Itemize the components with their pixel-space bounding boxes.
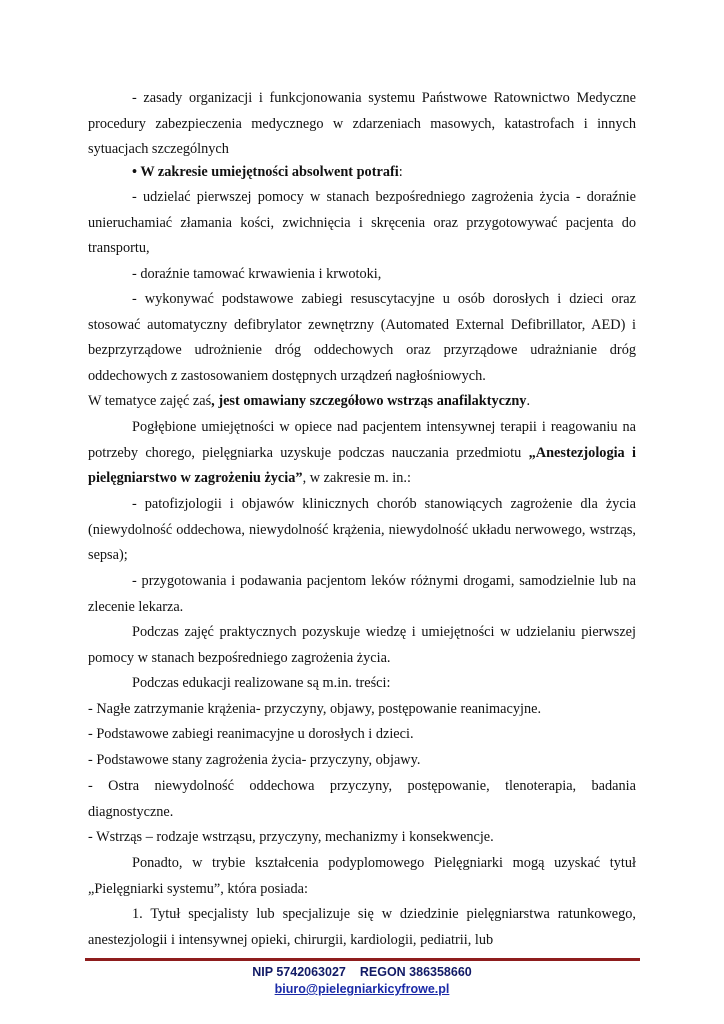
paragraph-bleeding: - doraźnie tamować krwawienia i krwotoki, [132,266,382,282]
footer-email-link[interactable]: biuro@pielegniarkicyfrowe.pl [274,982,450,996]
paragraph-resuscitation: - wykonywać podstawowe zabiegi resuscytacyjne u osób dorosłych i dzieci oraz stosować automatyczny defibrylator zewnętrzny (Automated External Defibrillator, AED) i bezprzyrządowe udrożnienie dróg oddechowych oraz przyrządowe udrażnianie dróg oddechowych z zastosowaniem dostępnych urządzeń nagłośniowych. [88,291,636,384]
list-item-cardiac-arrest: - Nagłe zatrzymanie krążenia- przyczyny, objawy, postępowanie reanimacyjne. [88,701,542,717]
paragraph-postgraduate: Ponadto, w trybie kształcenia podyplomowego Pielęgniarki mogą uzyskać tytuł „Pielęgniarki systemu”, która posiada: [88,855,636,897]
paragraph-specialist-title: 1. Tytuł specjalisty lub specjalizuje się w dziedzinie pielęgniarstwa ratunkowego, anestezjologii i intensywnej opieki, chirurgii, kardiologii, pediatrii, lub [88,906,636,948]
list-item-respiratory-failure: - Ostra niewydolność oddechowa przyczyny, postępowanie, tlenoterapia, badania diagnostyczne. [88,778,636,820]
list-item-basic-reanimation: - Podstawowe zabiegi reanimacyjne u dorosłych i dzieci. [88,726,414,742]
footer-regon: REGON 386358660 [359,965,472,979]
paragraph-practical-classes: Podczas zajęć praktycznych pozyskuje wiedzę i umiejętności w udzielaniu pierwszej pomocy w stanach bezpośredniego zagrożenia życia. [88,624,636,666]
paragraph-anesthesiology: Pogłębione umiejętności w opiece nad pacjentem intensywnej terapii i reagowaniu na potrzeby chorego, pielęgniarka uzyskuje podczas nauczania przedmiotu „Anestezjologia i pielęgniarstwo w zagrożeniu życia”, w zakresie m. in.: [88,419,636,487]
paragraph-rpm-rules: - zasady organizacji i funkcjonowania systemu Państwowe Ratownictwo Medyczne procedury zabezpieczenia medycznego w zdarzeniach masowych, katastrofach i innych sytuacjach szczególnych [88,90,636,158]
paragraph-pathophysiology: - patofizjologii i objawów klinicznych chorób stanowiących zagrożenie dla życia (niewydolność oddechowa, niewydolność krążenia, niewydolność układu nerwowego, wstrząs, sepsa); [88,496,636,564]
list-item-shock: - Wstrząs – rodzaje wstrząsu, przyczyny, mechanizmy i konsekwencje. [88,829,494,845]
paragraph-first-aid: - udzielać pierwszej pomocy w stanach bezpośredniego zagrożenia życia - doraźnie unieruchamiać złamania kości, zwichnięcia i skręcenia oraz przygotowywać pacjenta do transportu, [88,189,636,257]
footer-divider [85,958,640,961]
paragraph-skills-heading: • W zakresie umiejętności absolwent potrafi: [132,164,403,180]
paragraph-anaphylaxis: W tematyce zajęć zaś, jest omawiany szczegółowo wstrząs anafilaktyczny. [88,393,531,409]
paragraph-medication: - przygotowania i podawania pacjentom leków różnymi drogami, samodzielnie lub na zlecenie lekarza. [88,573,636,615]
list-item-life-threatening-states: - Podstawowe stany zagrożenia życia- przyczyny, objawy. [88,752,421,768]
footer-company-ids [0,964,724,980]
paragraph-education-contents: Podczas edukacji realizowane są m.in. treści: [132,675,391,691]
footer-nip: NIP 5742063027 [252,965,346,979]
